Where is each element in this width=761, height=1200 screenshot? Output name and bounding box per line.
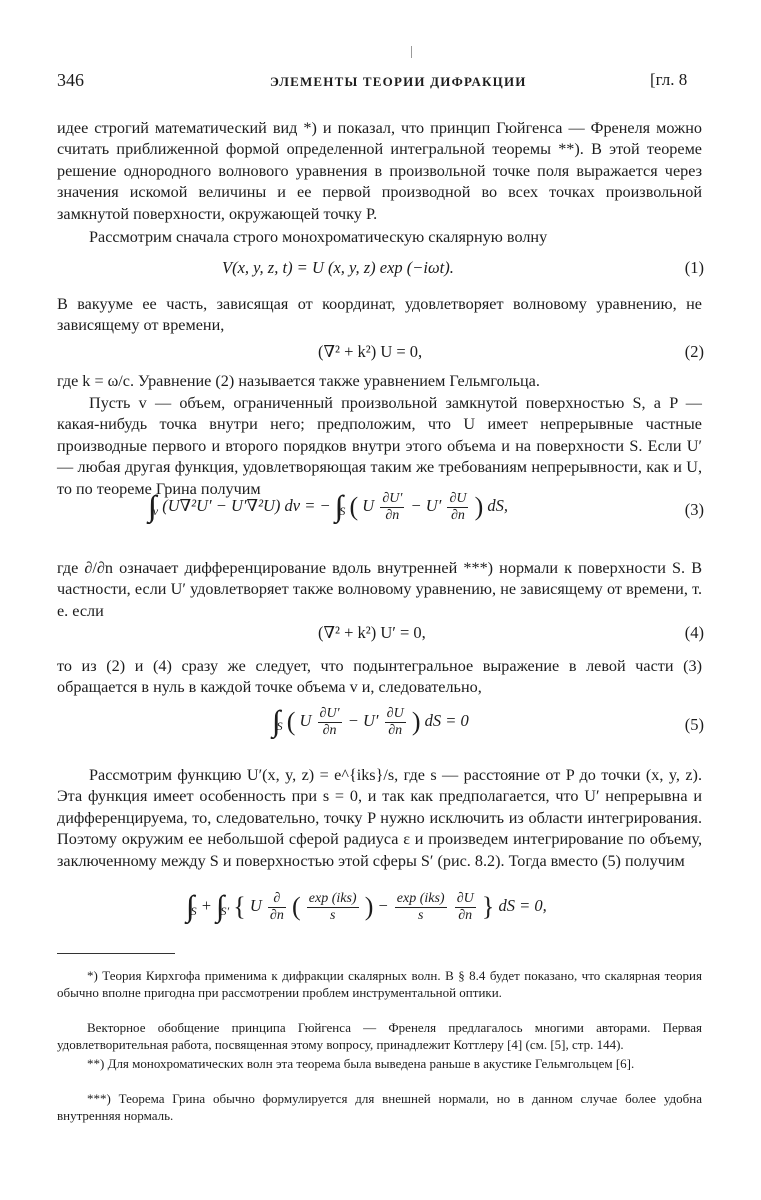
equation-6-tail: dS = 0, <box>498 895 547 915</box>
footnote-4: ***) Теорема Грина обычно формулируется для внешней нормали, но в данном случае более удобна внутренняя нормаль. <box>57 1091 702 1123</box>
fraction-dU-dn: $\frac{\partial U}{\partial n}$ <box>456 890 474 923</box>
paragraph-8: Рассмотрим функцию U′(x, y, z) = e^{iks}/s, где s — расстояние от P до точки (x, y, z). Эта функция имеет особенность при s = 0, и так как предполагается, что U′ непрерывна и дифференцируема, то, следовательно, точку P нужно исключить из области интегрирования. Поэтому окружим ее небольшой сферой радиуса ε и произведем интегрирование по объему, заключенному между S и поверхностью этой сферы S′ (рис. 8.2). Тогда вместо (5) получим <box>57 766 702 870</box>
chapter-label: [гл. 8 <box>650 70 688 89</box>
footnote-1: *) Теория Кирхгофа применима к дифракции скалярных волн. В § 8.4 будет показано, что скалярная теория обычно вполне пригодна при рассмотрении проблем инструментальной оптики. <box>57 968 702 1000</box>
fraction-exp-iks-s: $\frac{\text{exp (iks)}}{s}$ <box>308 890 357 923</box>
equation-3: ∫∫∫ $_v$ (U∇²U′ − U′∇²U) dv = − ∫∫ $_S$ ( U $\frac{\partial U'}{\partial n}$ − U′ $\frac{\partial U}{\partial n}$ ) dS, <box>148 490 509 523</box>
equation-5-u-prime: − U′ <box>347 710 379 730</box>
footnote-2: Векторное обобщение принципа Гюйгенса — Френеля предлагалось многими авторами. Первая удовлетворительная работа, посвященная этому вопросу, принадлежит Коттлеру [4] (см. [5], стр. 144). <box>57 1020 702 1052</box>
integral-subscript-s: S <box>190 904 197 919</box>
fraction-dU-prime-dn: $\frac{\partial U'}{\partial n}$ <box>319 705 340 738</box>
integral-subscript-s-prime: S′ <box>220 904 230 919</box>
paragraph-5: Пусть v — объем, ограниченный произвольной замкнутой поверхностью S, а P — какая-нибудь точка внутри него; предположим, что U имеет непрерывные частные производные первого и второго порядков внутри этого объема и на поверхности S. Если U′ — любая другая функция, удовлетворяющая таким же требованиям непрерывности, как и U, то по теореме Грина получим <box>57 394 702 498</box>
equation-6-plus: + <box>200 895 212 915</box>
fraction-dU-dn: $\frac{\partial U}{\partial n}$ <box>449 490 467 523</box>
equation-3-left: (U∇²U′ − U′∇²U) dv = − <box>162 495 331 515</box>
footnote-divider <box>57 953 175 954</box>
integral-subscript-s: S <box>339 504 346 519</box>
fraction-dU-prime-dn: $\frac{\partial U'}{\partial n}$ <box>382 490 403 523</box>
triple-integral-sign: ∫∫∫ <box>148 490 149 523</box>
scan-speck <box>411 46 412 58</box>
equation-2: (∇² + k²) U = 0, <box>318 342 423 361</box>
fraction-exp-iks-s-2: $\frac{\text{exp (iks)}}{s}$ <box>396 890 445 923</box>
equation-5: ∫∫ $_S$ ( U $\frac{\partial U'}{\partial n}$ − U′ $\frac{\partial U}{\partial n}$ ) dS = 0 <box>272 705 469 738</box>
equation-6-minus: − <box>377 895 389 915</box>
integral-subscript-s: S <box>276 719 283 734</box>
equation-1-number: (1) <box>684 258 704 277</box>
equation-6-u: U <box>249 895 262 915</box>
integral-subscript-v: v <box>152 504 159 519</box>
equation-3-u: U <box>362 495 375 515</box>
fraction-d-dn: $\frac{\partial}{\partial n}$ <box>269 890 284 923</box>
equation-4-number: (4) <box>684 623 704 642</box>
equation-2-number: (2) <box>684 342 704 361</box>
equation-5-tail: dS = 0 <box>424 710 469 730</box>
equation-1: V(x, y, z, t) = U (x, y, z) exp (−iωt). <box>222 258 454 277</box>
paragraph-6: где ∂/∂n означает дифференцирование вдоль внутренней ***) нормали к поверхности S. В частности, если U′ удовлетворяет также волновому уравнению, не зависящему от времени, т. е. если <box>57 559 702 620</box>
footnote-3: **) Для монохроматических волн эта теорема была выведена раньше в акустике Гельмгольцем [6]. <box>87 1056 635 1071</box>
equation-3-tail: dS, <box>487 495 509 515</box>
equation-6: ∫∫ $_S$ + ∫∫ $_{S'}$ { U $\frac{\partial}{\partial n}$ ( $\frac{\text{exp (iks)}}{s}$ ) − $\frac{\text{exp (iks)}}{s}$ $\frac{\partial U}{\partial n}$ } dS = 0, <box>186 890 547 923</box>
paragraph-4: где k = ω/c. Уравнение (2) называется также уравнением Гельмгольца. <box>57 372 540 390</box>
equation-4: (∇² + k²) U′ = 0, <box>318 623 426 642</box>
paragraph-1: идее строгий математический вид *) и показал, что принцип Гюйгенса — Френеля можно считать приближенной формой определенной интегральной теоремы **). В этой теореме решение однородного волнового уравнения в произвольной точке поля выражается через значения искомой величины и ее первой производной во всех точках произвольной замкнутой поверхности, окружающей точку P. <box>57 119 702 223</box>
equation-5-number: (5) <box>684 715 704 734</box>
equation-3-number: (3) <box>684 500 704 519</box>
paragraph-2: Рассмотрим сначала строго монохроматическую скалярную волну <box>89 228 548 246</box>
equation-3-u-prime: − U′ <box>410 495 442 515</box>
running-title: ЭЛЕМЕНТЫ ТЕОРИИ ДИФРАКЦИИ <box>270 74 527 89</box>
paragraph-7: то из (2) и (4) сразу же следует, что подынтегральное выражение в левой части (3) обращается в нуль в каждой точке объема v и, следовательно, <box>57 657 702 697</box>
paragraph-3: В вакууме ее часть, зависящая от координат, удовлетворяет волновому уравнению, не зависящему от времени, <box>57 295 702 335</box>
fraction-dU-dn: $\frac{\partial U}{\partial n}$ <box>386 705 404 738</box>
page-number: 346 <box>57 70 84 90</box>
equation-5-u: U <box>299 710 312 730</box>
